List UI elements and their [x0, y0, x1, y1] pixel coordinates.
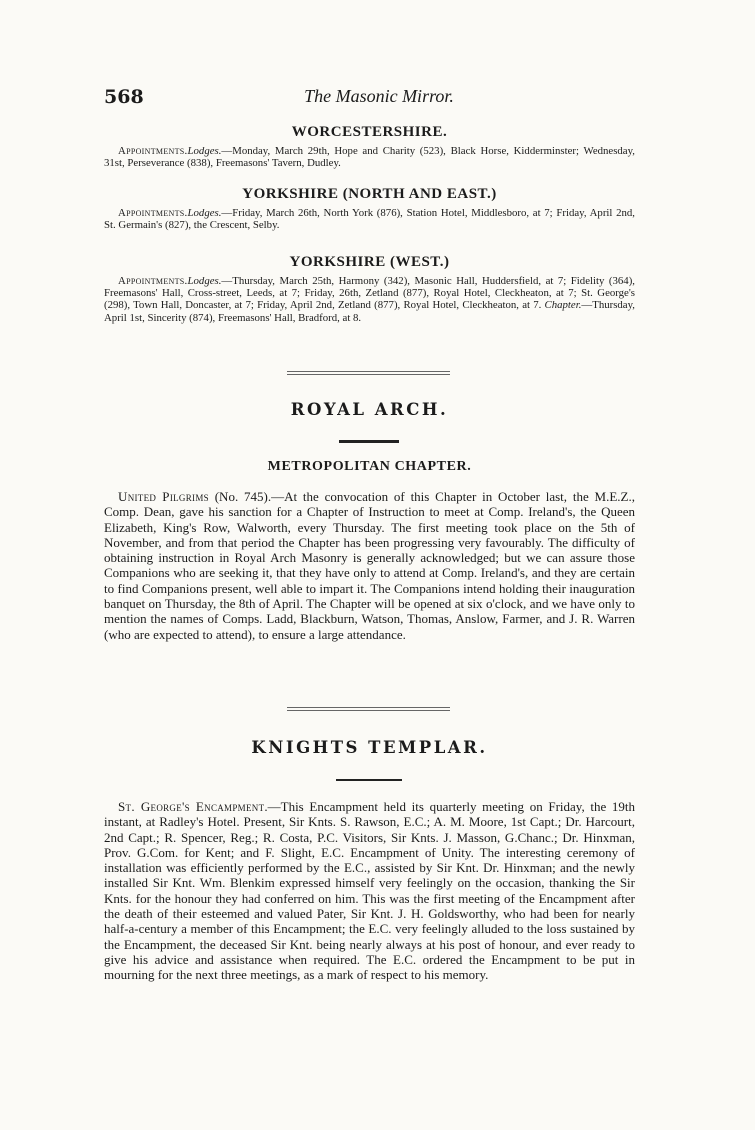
appointments-paragraph — [104, 145, 635, 169]
chapter-text: —Thursday, April 1st, Sincerity (874), Freemasons' Hall, Bradford, at 8. — [104, 299, 635, 324]
royal-arch-heading: ROYAL ARCH. — [290, 400, 449, 419]
royal-arch-text: (No. 745).—At the convocation of this Chapter in October last, the M.E.Z., Comp. Dean, gave his sanction for a Chapter of Instruction to meet at Comp. Ireland's, the Queen Elizabeth, King's Row, Walworth, every Thursday. The first meeting took place on the 5th of November, and from that period the Chapter has been progressing very favourably. The difficulty of obtaining instruction in Royal Arch Masonry is generally acknowledged; but we can assure those Companions who are seeking it, that they have only to attend at Comp. Ireland's, and they are certain to find Companions present, well able to impart it. The Companions intend holding their inauguration banquet on Thursday, the 8th of April. The Chapter will be opened at six o'clock, and we have only to mention the names of Comps. Ladd, Blackburn, Watson, Thomas, Anslow, Farmer, and J. R. Warren (who are expected to attend), to ensure a large attendance. — [104, 489, 635, 642]
heading-bar — [336, 779, 402, 781]
section-yorkshire-north-east — [104, 186, 635, 231]
section-divider — [287, 371, 450, 375]
section-yorkshire-west — [104, 254, 635, 324]
metropolitan-chapter-heading: METROPOLITAN CHAPTER. — [267, 459, 472, 474]
section-divider — [287, 707, 450, 711]
county-heading: WORCESTERSHIRE. — [291, 124, 448, 140]
lodges-label: Lodges. — [187, 275, 222, 287]
appointments-label: Appointments. — [118, 207, 188, 219]
county-heading: YORKSHIRE (NORTH AND EAST.) — [242, 186, 497, 202]
lodge-name: United Pilgrims — [118, 489, 209, 504]
chapter-label: Chapter. — [544, 299, 582, 312]
appointments-text: —Friday, March 26th, North York (876), Station Hotel, Middlesboro, at 7; Friday, April 2nd, St. Germain's (827), the Crescent, Selby. — [104, 207, 635, 232]
royal-arch-paragraph — [104, 489, 635, 642]
heading-bar — [339, 440, 399, 443]
journal-title: The Masonic Mirror. — [304, 86, 454, 106]
appointments-paragraph — [104, 207, 635, 231]
county-heading: YORKSHIRE (WEST.) — [289, 254, 450, 270]
knights-templar-heading: KNIGHTS TEMPLAR. — [251, 738, 488, 757]
running-head — [104, 86, 654, 110]
knights-templar-paragraph — [104, 799, 635, 983]
appointments-label: Appointments. — [118, 275, 188, 287]
appointments-text: —Monday, March 29th, Hope and Charity (523), Black Horse, Kidderminster; Wednesday, 31st, Perseverance (838), Freemasons' Tavern, Dudley. — [104, 145, 635, 170]
knights-templar-text: .—This Encampment held its quarterly meeting on Friday, the 19th instant, at Radley's Hotel. Present, Sir Knts. S. Rawson, E.C.; A. M. Moore, 1st Capt.; Dr. Harcourt, 2nd Capt.; R. Spencer, Reg.; R. Costa, P.C. Visitors, Sir Knts. J. Masson, G.Chanc.; Dr. Hinxman, Prov. G.Com. for Kent; and F. Slight, E.C. Encampment of Unity. The interesting ceremony of installation was efficiently performed by the E.C., assisted by Sir Knt. Dr. Hinxman; and the newly installed Sir Knt. Wm. Blenkim expressed himself very feelingly on the occasion, thanking the Sir Knts. for the honour they had conferred on him. This was the first meeting of the Encampment after the death of their esteemed and valued Pater, Sir Knt. J. H. Goldsworthy, who had been for nearly half-a-century a member of this Encampment; the E.C. very feelingly alluded to the loss sustained by the Encampment, the deceased Sir Knt. being nearly always at his post of honour, and ever ready to give his advice and assistance when required. The E.C. ordered the Encampment to be put in mourning for the next three meetings, as a mark of respect to his memory. — [104, 799, 635, 983]
lodges-label: Lodges. — [187, 207, 222, 219]
section-worcestershire — [104, 124, 635, 169]
page-number: 568 — [104, 86, 144, 108]
appointments-paragraph — [104, 275, 635, 324]
appointments-label: Appointments. — [118, 145, 188, 157]
appointments-text: —Thursday, March 25th, Harmony (342), Masonic Hall, Huddersfield, at 7; Fidelity (364), Freemasons' Hall, Cross-street, Leeds, at 7; Friday, 26th, Zetland (877), Royal Hotel, Cleckheaton, at 7; St. George's (298), Town Hall, Doncaster, at 7; Friday, April 2nd, Zetland (877), Royal Hotel, Cleckheaton, at 7. — [104, 275, 635, 312]
encampment-name: St. George's Encampment — [118, 799, 265, 814]
lodges-label: Lodges. — [187, 145, 222, 157]
